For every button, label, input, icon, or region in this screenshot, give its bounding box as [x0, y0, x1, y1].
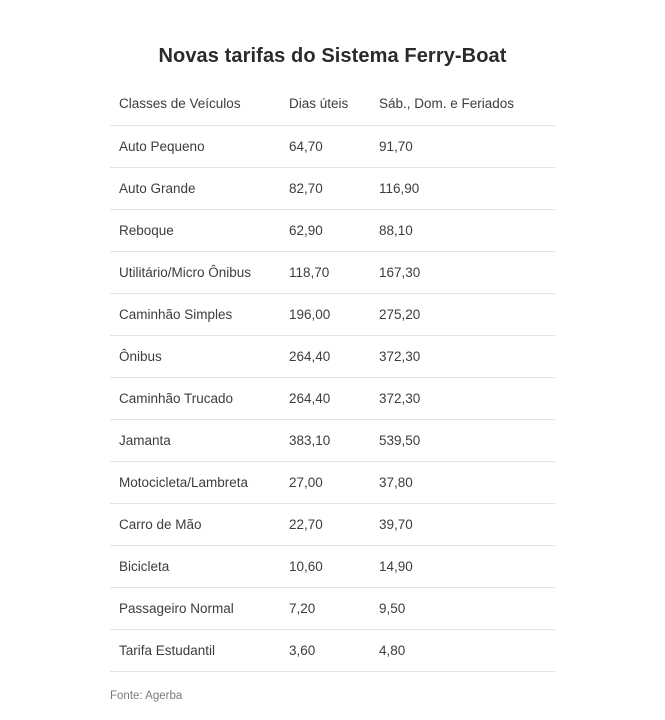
cell-vehicle-class: Caminhão Trucado — [110, 378, 280, 420]
cell-weekend-fare: 4,80 — [370, 630, 555, 672]
fare-table — [110, 86, 555, 672]
table-row — [110, 126, 555, 168]
cell-vehicle-class: Motocicleta/Lambreta — [110, 462, 280, 504]
page-title: Novas tarifas do Sistema Ferry-Boat — [158, 45, 507, 67]
column-header-vehicle-class: Classes de Veículos — [110, 86, 280, 126]
table-row — [110, 420, 555, 462]
column-header-weekdays: Dias úteis — [280, 86, 370, 126]
cell-weekend-fare: 39,70 — [370, 504, 555, 546]
cell-vehicle-class: Passageiro Normal — [110, 588, 280, 630]
cell-vehicle-class: Auto Pequeno — [110, 126, 280, 168]
source-note: Fonte: Agerba — [110, 690, 183, 702]
cell-weekday-fare: 196,00 — [280, 294, 370, 336]
table-row — [110, 168, 555, 210]
cell-vehicle-class: Utilitário/Micro Ônibus — [110, 252, 280, 294]
cell-vehicle-class: Tarifa Estudantil — [110, 630, 280, 672]
cell-vehicle-class: Carro de Mão — [110, 504, 280, 546]
cell-vehicle-class: Reboque — [110, 210, 280, 252]
cell-weekend-fare: 116,90 — [370, 168, 555, 210]
table-row — [110, 336, 555, 378]
table-header-row — [110, 86, 555, 126]
cell-weekend-fare: 9,50 — [370, 588, 555, 630]
fare-table-container — [0, 86, 665, 672]
cell-weekend-fare: 539,50 — [370, 420, 555, 462]
cell-weekday-fare: 383,10 — [280, 420, 370, 462]
table-row — [110, 546, 555, 588]
cell-weekday-fare: 82,70 — [280, 168, 370, 210]
cell-vehicle-class: Auto Grande — [110, 168, 280, 210]
table-body — [110, 126, 555, 672]
table-row — [110, 588, 555, 630]
cell-weekend-fare: 14,90 — [370, 546, 555, 588]
cell-weekday-fare: 27,00 — [280, 462, 370, 504]
table-row — [110, 252, 555, 294]
table-row — [110, 630, 555, 672]
table-row — [110, 210, 555, 252]
cell-weekday-fare: 264,40 — [280, 378, 370, 420]
cell-vehicle-class: Caminhão Simples — [110, 294, 280, 336]
cell-weekday-fare: 3,60 — [280, 630, 370, 672]
cell-weekday-fare: 22,70 — [280, 504, 370, 546]
cell-weekend-fare: 275,20 — [370, 294, 555, 336]
cell-weekend-fare: 167,30 — [370, 252, 555, 294]
table-row — [110, 462, 555, 504]
cell-vehicle-class: Bicicleta — [110, 546, 280, 588]
cell-weekday-fare: 264,40 — [280, 336, 370, 378]
cell-weekend-fare: 91,70 — [370, 126, 555, 168]
cell-vehicle-class: Jamanta — [110, 420, 280, 462]
cell-weekend-fare: 372,30 — [370, 378, 555, 420]
cell-weekday-fare: 62,90 — [280, 210, 370, 252]
cell-weekday-fare: 10,60 — [280, 546, 370, 588]
cell-weekday-fare: 7,20 — [280, 588, 370, 630]
cell-weekend-fare: 88,10 — [370, 210, 555, 252]
cell-weekday-fare: 64,70 — [280, 126, 370, 168]
column-header-weekends-holidays: Sáb., Dom. e Feriados — [370, 86, 555, 126]
cell-vehicle-class: Ônibus — [110, 336, 280, 378]
table-row — [110, 504, 555, 546]
table-row — [110, 294, 555, 336]
table-row — [110, 378, 555, 420]
cell-weekend-fare: 37,80 — [370, 462, 555, 504]
cell-weekend-fare: 372,30 — [370, 336, 555, 378]
cell-weekday-fare: 118,70 — [280, 252, 370, 294]
table-header — [110, 86, 555, 126]
